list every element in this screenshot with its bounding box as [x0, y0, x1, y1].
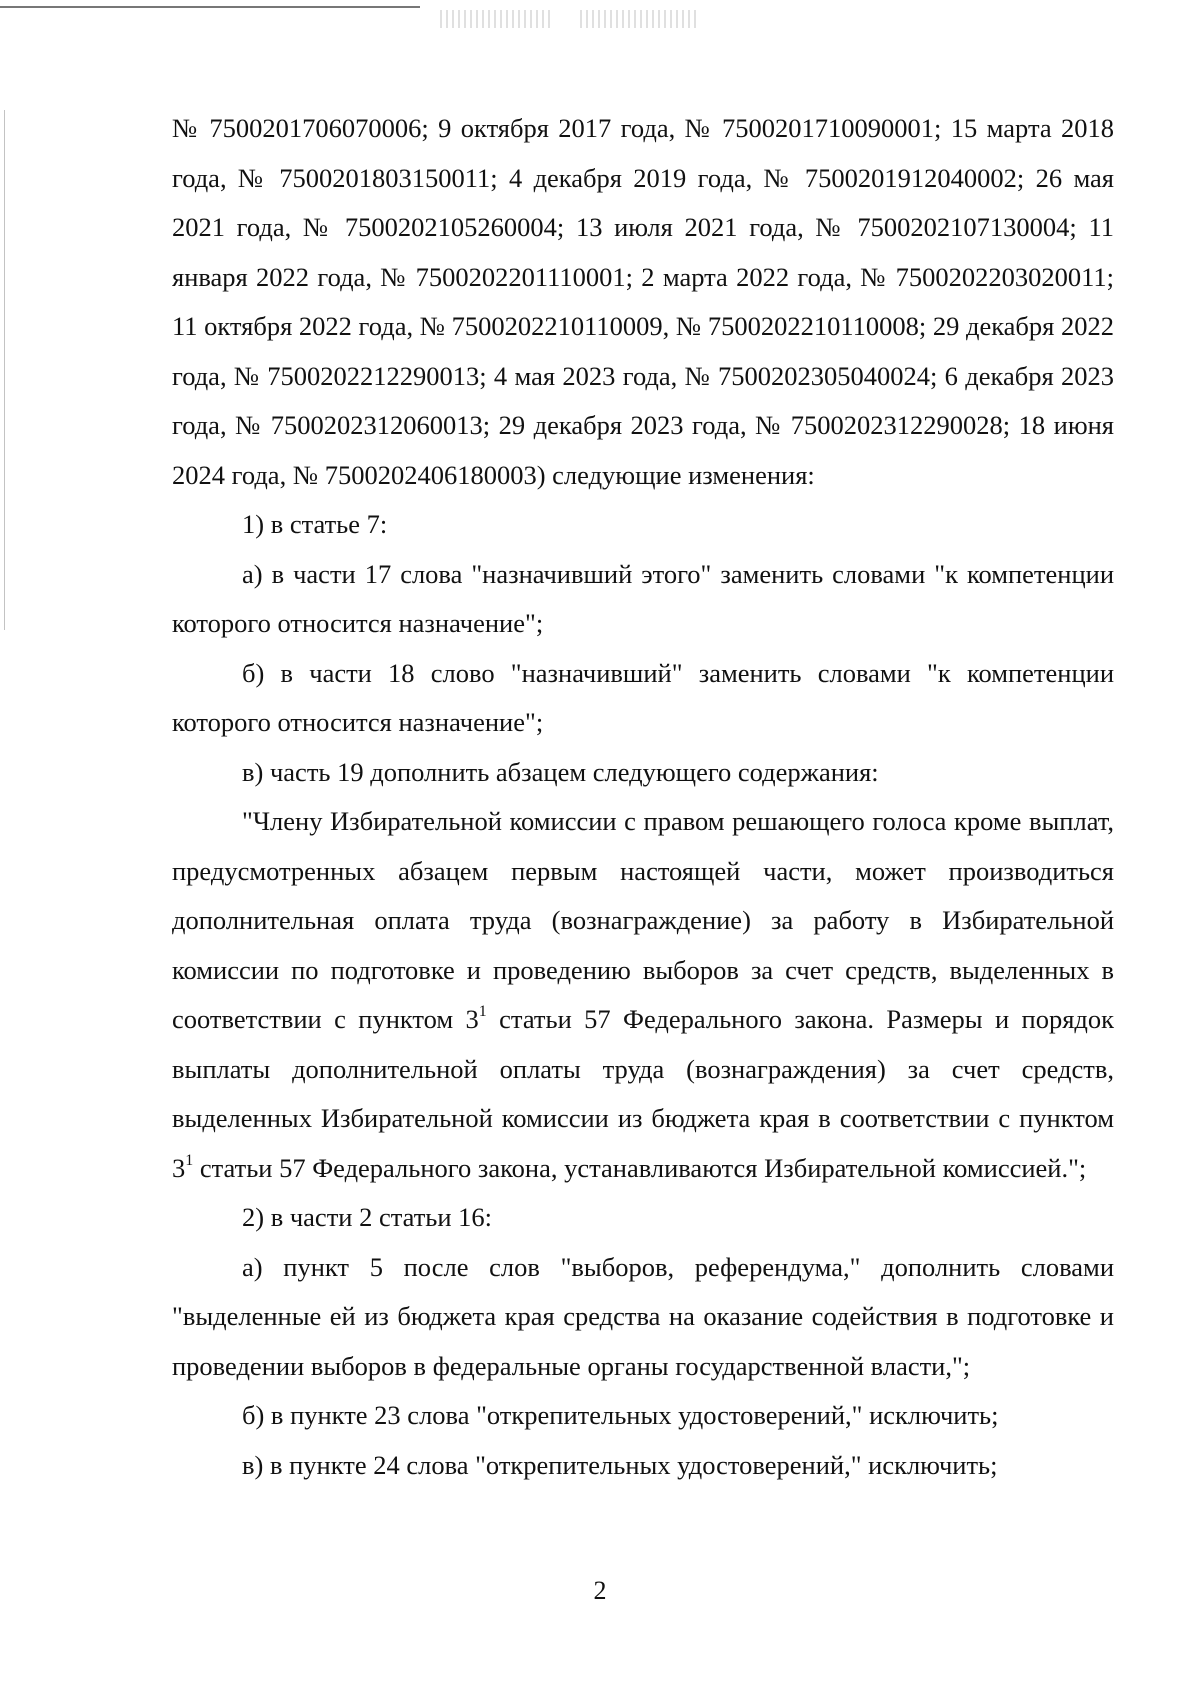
- quoted-text-part-2: статьи 57 Федерального закона. Размеры и порядок выплаты дополнительной оплаты труда (вознаграждения) за счет средств, выделенных Избирательной комиссии из бюджета края в соответствии с пунктом 3: [172, 1004, 1114, 1183]
- paragraph-item-1v: в) часть 19 дополнить абзацем следующего содержания:: [242, 756, 879, 787]
- paragraph-item-2v: в) в пункте 24 слова "открепительных удостоверений," исключить;: [242, 1449, 998, 1480]
- paragraph-item-1: 1) в статье 7:: [242, 509, 388, 539]
- scan-artifact-smudge: [580, 10, 700, 28]
- paragraph-amendment-list: № 7500201706070006; 9 октября 2017 года, № 7500201710090001; 15 марта 2018 года, № 7500201803150011; 4 декабря 2019 года, № 7500201912040002; 26 мая 2021 года, № 7500202105260004; 13 июля 2021 года, № 7500202107130004; 11 января 2022 года, № 7500202201110001; 2 марта 2022 года, № 7500202203020011; 11 октября 2022 года, № 7500202210110009, № 7500202210110008; 29 декабря 2022 года, № 7500202212290013; 4 мая 2023 года, № 7500202305040024; 6 декабря 2023 года, № 7500202312060013; 29 декабря 2023 года, № 7500202312290028; 18 июня 2024 года, № 7500202406180003) следующие изменения:: [172, 113, 1114, 490]
- document-body: [172, 104, 1114, 1490]
- paragraph-quoted-insertion: [172, 797, 1114, 1193]
- page-number: 2: [593, 1576, 607, 1605]
- scan-artifact-smudge: [440, 10, 550, 28]
- scan-artifact-edge: [4, 110, 5, 630]
- quoted-text-part-3: статьи 57 Федерального закона, устанавливаются Избирательной комиссией.";: [193, 1152, 1087, 1183]
- paragraph-item-2b: б) в пункте 23 слова "открепительных удостоверений," исключить;: [242, 1400, 999, 1430]
- paragraph-item-1a: а) в части 17 слова "назначивший этого" заменить словами "к компетенции которого относится назначение";: [172, 558, 1114, 638]
- superscript-2: 1: [185, 1151, 194, 1169]
- paragraph-item-2a: а) пункт 5 после слов "выборов, референдума," дополнить словами "выделенные ей из бюджета края средства на оказание содействия в подготовке и проведении выборов в федеральные органы государственной власти,";: [172, 1251, 1114, 1381]
- scan-artifact-line: [0, 6, 420, 8]
- paragraph-item-1b: б) в части 18 слово "назначивший" заменить словами "к компетенции которого относится назначение";: [172, 657, 1114, 737]
- superscript-1: 1: [478, 1003, 487, 1020]
- quoted-text-part-1: "Члену Избирательной комиссии с правом решающего голоса кроме выплат, предусмотренных абзацем первым настоящей части, может производиться дополнительная оплата труда (вознаграждение) за работу в Избирательной комиссии по подготовке и проведению выборов за счет средств, выделенных в соответствии с пунктом 3: [172, 806, 1114, 1034]
- paragraph-item-2: 2) в части 2 статьи 16:: [242, 1202, 493, 1232]
